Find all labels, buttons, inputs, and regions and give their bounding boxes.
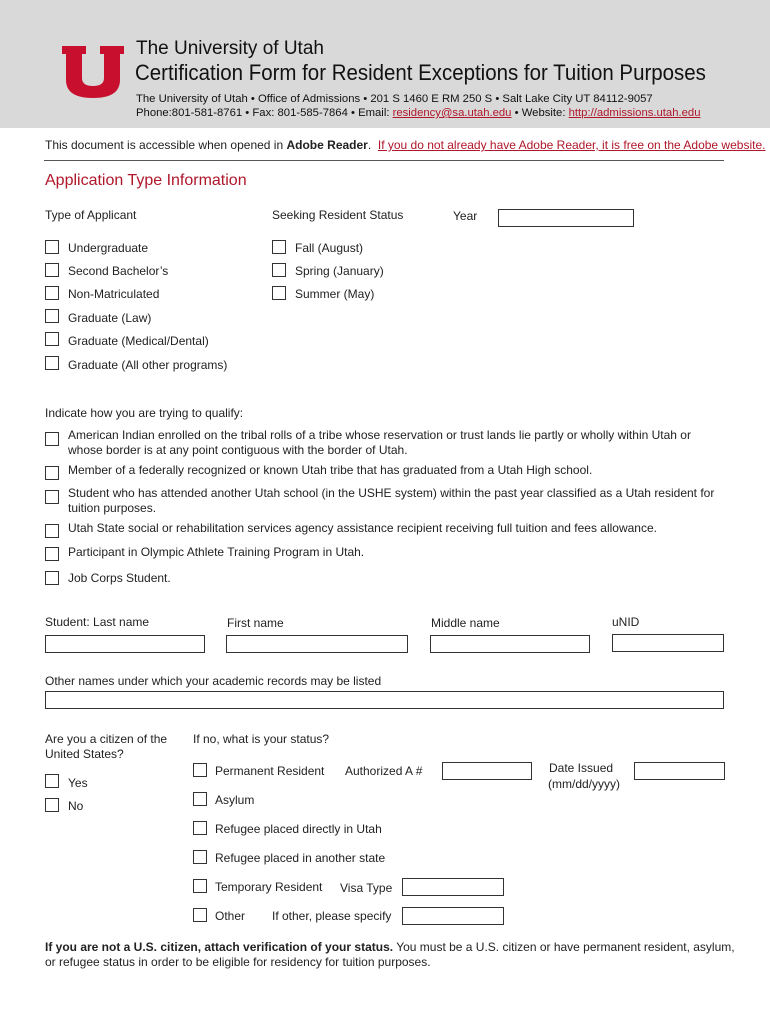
other-names-field[interactable] <box>45 691 724 709</box>
checkbox-graduate-other[interactable] <box>45 356 59 370</box>
divider <box>44 160 724 161</box>
checkbox-rehab-recipient[interactable] <box>45 524 59 538</box>
other-status-label: Other <box>215 909 246 923</box>
checkbox-citizen-yes[interactable] <box>45 774 59 788</box>
qualify-option: Participant in Olympic Athlete Training Program in Utah. <box>68 545 365 559</box>
university-logo <box>60 44 126 100</box>
verification-note-bold: If you are not a U.S. citizen, attach verification of your status. <box>45 940 394 954</box>
notice-text: This document is accessible when opened in <box>45 138 287 152</box>
applicant-type-label: Graduate (Law) <box>68 311 152 325</box>
applicant-type-label: Graduate (All other programs) <box>68 358 228 372</box>
middle-name-label: Middle name <box>431 616 500 630</box>
section-title: Application Type Information <box>45 172 247 189</box>
refugee-other-label: Refugee placed in another state <box>215 851 386 865</box>
checkbox-summer[interactable] <box>272 286 286 300</box>
status-label: Summer (May) <box>295 287 375 301</box>
checkbox-olympic-athlete[interactable] <box>45 547 59 561</box>
notice-period: . <box>367 138 372 152</box>
status-label: Fall (August) <box>295 241 364 255</box>
email-link[interactable]: residency@sa.utah.edu <box>392 107 512 119</box>
type-of-applicant-label: Type of Applicant <box>45 208 137 222</box>
checkbox-graduate-medical[interactable] <box>45 332 59 346</box>
date-format-label: (mm/dd/yyyy) <box>548 777 620 791</box>
middle-name-field[interactable] <box>430 635 590 653</box>
status-label: Spring (January) <box>295 264 384 278</box>
adobe-reader-link[interactable]: If you do not already have Adobe Reader, it is free on the Adobe website. <box>377 138 766 152</box>
other-specify-field[interactable] <box>402 907 504 925</box>
checkbox-asylum[interactable] <box>193 792 207 806</box>
authorized-a-label: Authorized A # <box>345 764 423 778</box>
checkbox-refugee-other[interactable] <box>193 850 207 864</box>
unid-field[interactable] <box>612 634 724 652</box>
other-names-label: Other names under which your academic records may be listed <box>45 674 382 688</box>
checkbox-refugee-utah[interactable] <box>193 821 207 835</box>
qualify-option: American Indian enrolled on the tribal rolls of a tribe whose reservation or trust lands lie partly or wholly within Utah or whose border is at any point contiguous with the border of Utah. <box>68 428 691 457</box>
authorized-a-field[interactable] <box>442 762 532 780</box>
contact-phone-fax: Phone:801-581-8761 • Fax: 801-585-7864 • Email: <box>136 107 393 119</box>
checkbox-ushe-student[interactable] <box>45 490 59 504</box>
checkbox-non-matriculated[interactable] <box>45 286 59 300</box>
office-address: The University of Utah • Office of Admissions • 201 S 1460 E RM 250 S • Salt Lake City UT 84112-9057 <box>136 93 653 105</box>
checkbox-temporary-resident[interactable] <box>193 879 207 893</box>
other-specify-label: If other, please specify <box>272 909 392 923</box>
visa-type-label: Visa Type <box>340 881 393 895</box>
checkbox-spring[interactable] <box>272 263 286 277</box>
qualify-option: Member of a federally recognized or known Utah tribe that has graduated from a Utah High school. <box>68 463 593 477</box>
last-name-label: Student: Last name <box>45 615 150 629</box>
applicant-type-label: Undergraduate <box>68 241 149 255</box>
status-question: If no, what is your status? <box>193 732 330 746</box>
yes-label: Yes <box>68 776 88 790</box>
form-title: Certification Form for Resident Exceptions for Tuition Purposes <box>135 60 706 85</box>
refugee-utah-label: Refugee placed directly in Utah <box>215 822 382 836</box>
checkbox-other-status[interactable] <box>193 908 207 922</box>
notice-adobe-reader: Adobe Reader <box>286 138 368 152</box>
checkbox-second-bachelors[interactable] <box>45 263 59 277</box>
temporary-resident-label: Temporary Resident <box>215 880 323 894</box>
verification-note <box>45 940 735 970</box>
no-label: No <box>68 799 84 813</box>
first-name-field[interactable] <box>226 635 408 653</box>
checkbox-utah-tribe[interactable] <box>45 466 59 480</box>
contact-line <box>136 107 701 119</box>
applicant-type-label: Second Bachelor’s <box>68 264 169 278</box>
seeking-status-label: Seeking Resident Status <box>272 208 404 222</box>
last-name-field[interactable] <box>45 635 205 653</box>
checkbox-undergraduate[interactable] <box>45 240 59 254</box>
year-field[interactable] <box>498 209 634 227</box>
applicant-type-label: Non-Matriculated <box>68 287 160 301</box>
university-name: The University of Utah <box>136 38 324 59</box>
accessibility-notice <box>45 138 765 152</box>
date-issued-field[interactable] <box>634 762 725 780</box>
website-link[interactable]: http://admissions.utah.edu <box>568 107 701 119</box>
qualify-option: Job Corps Student. <box>68 571 171 585</box>
permanent-resident-label: Permanent Resident <box>215 764 325 778</box>
website-prefix: • Website: <box>511 107 569 119</box>
checkbox-job-corps[interactable] <box>45 571 59 585</box>
unid-label: uNID <box>612 615 640 629</box>
checkbox-american-indian[interactable] <box>45 432 59 446</box>
qualify-option: Utah State social or rehabilitation services agency assistance recipient receiving full tuition and fees allowance. <box>68 521 657 535</box>
date-issued-label: Date Issued <box>549 761 614 775</box>
citizen-question: Are you a citizen of the United States? <box>45 732 168 761</box>
qualify-label: Indicate how you are trying to qualify: <box>45 406 244 420</box>
year-label: Year <box>453 209 478 223</box>
checkbox-permanent-resident[interactable] <box>193 763 207 777</box>
verification-note-text: You must be a U.S. citizen or have permanent resident, asylum, or refugee status in order to be eligible for residency for tuition purposes. <box>45 940 735 969</box>
checkbox-graduate-law[interactable] <box>45 309 59 323</box>
checkbox-citizen-no[interactable] <box>45 798 59 812</box>
qualify-option: Student who has attended another Utah school (in the USHE system) within the past year classified as a Utah resident for tuition purposes. <box>68 486 715 515</box>
first-name-label: First name <box>227 616 284 630</box>
checkbox-fall[interactable] <box>272 240 286 254</box>
asylum-label: Asylum <box>215 793 255 807</box>
visa-type-field[interactable] <box>402 878 504 896</box>
applicant-type-label: Graduate (Medical/Dental) <box>68 334 209 348</box>
